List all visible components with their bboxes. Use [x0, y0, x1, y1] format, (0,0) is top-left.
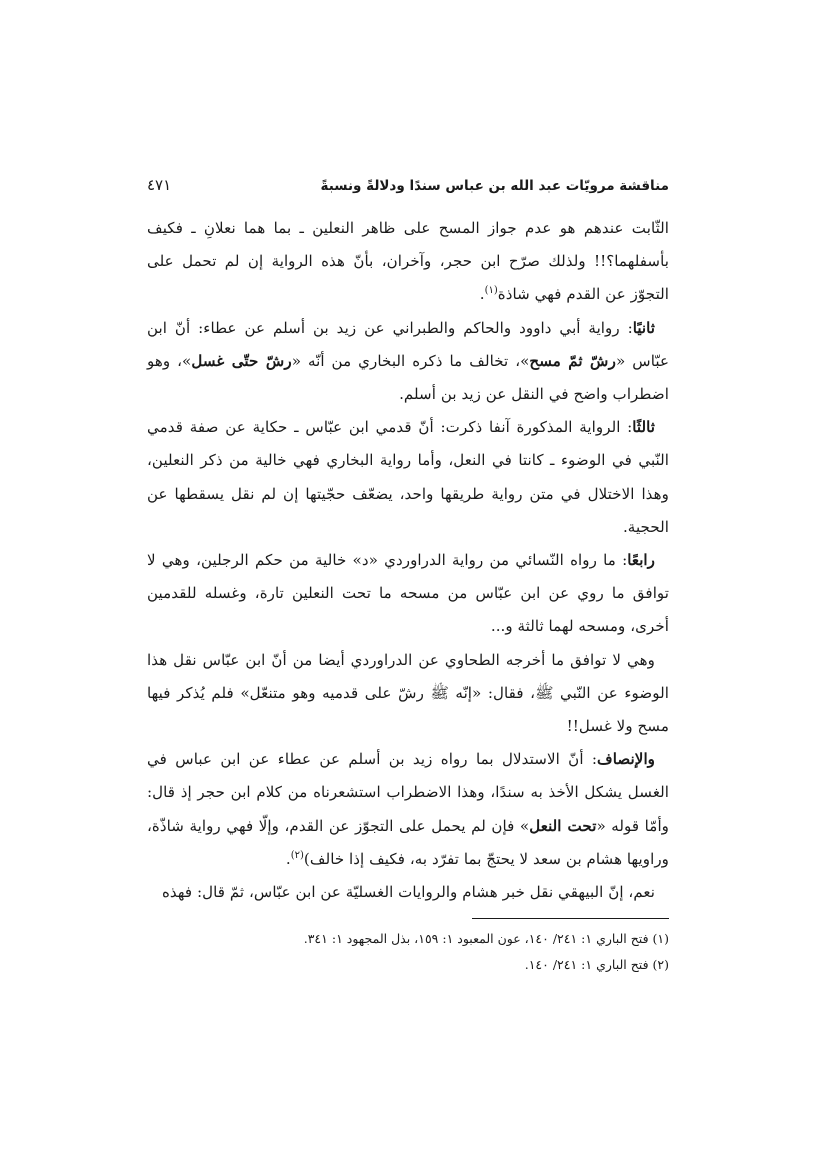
paragraph-4-text: : ما رواه النّسائي من رواية الدراوردي «د» خالية من حكم الرجلين، وهي لا توافق ما روي عن ابن عبّاس من مسحه ما تحت النعلين تارة، وغسله للقدمين أخرى، ومسحه لهما ثالثة و... [147, 551, 669, 636]
paragraph-6-lead: والإنصاف [597, 750, 655, 769]
paragraph-4-lead: رابعًا [627, 551, 655, 570]
paragraph-7 [147, 876, 669, 909]
footnote-ref-2[interactable]: (٢) [290, 849, 304, 861]
footnote-ref-1[interactable]: (١) [484, 285, 498, 297]
paragraph-6-bold: تحت النعل [529, 816, 597, 835]
paragraph-2-text-c: »، وهو اضطراب واضح في النقل عن زيد بن أسلم. [147, 351, 669, 404]
paragraph-1-text: الثّابت عندهم هو عدم جواز المسح على ظاهر النعلين ـ بما هما نعلانِ ـ فكيف بأسفلهما؟!! ولذلك صرّح ابن حجر، وآخران، بأنّ هذه الرواية إن لم تحمل على التجوّز عن القدم فهي شاذة [147, 219, 669, 304]
paragraph-1-end: . [479, 285, 485, 304]
footnote-1: (١) فتح الباري ١: ٢٤١/ ١٤٠، عون المعبود ١: ١٥٩، بذل المجهود ١: ٣٤١. [303, 931, 669, 946]
paragraph-2-text-a: : رواية أبي داوود والحاكم والطبراني عن زيد بن أسلم عن عطاء: أنّ ابن عبّاس « [147, 318, 670, 370]
paragraph-6-text-b: » فإن لم يحمل على التجوّز عن القدم، وإلّا فهي رواية شاذّة، وراويها هشام بن سعد لا يحتجّ بما تفرّد به، فكيف إذا خالف) [147, 816, 669, 868]
paragraph-3-lead: ثالثًا [632, 418, 655, 437]
footnote-divider [472, 918, 669, 919]
paragraph-6-text-a: : أنّ الاستدلال بما رواه زيد بن أسلم عن عطاء عن ابن عباس في الغسل يشكل الأخذ به سندًا، وهذا الاضطراب استشعرناه من كلام ابن حجر إذ قال: وأمّا قوله « [147, 750, 669, 835]
paragraph-6-end: . [285, 849, 291, 868]
paragraph-2-bold-1: رشّ ثمّ مسح [529, 351, 616, 370]
paragraph-2-bold-2: رشّ حتّى غسل [191, 351, 292, 370]
main-text [147, 212, 669, 909]
footnote-2: (٢) فتح الباري ١: ٢٤١/ ١٤٠. [524, 957, 669, 972]
paragraph-2-lead: ثانيًا [632, 318, 655, 337]
paragraph-5-text: وهي لا توافق ما أخرجه الطحاوي عن الدراوردي أيضا من أنّ ابن عبّاس نقل هذا الوضوء عن النّبي ﷺ، فقال: «إنّه ﷺ رشّ على قدميه وهو متنعّل» فلم يُذكر فيها مسح ولا غسل!! [147, 650, 669, 736]
paragraph-7-text: نعم، إنّ البيهقي نقل خبر هشام والروايات الغسليّة عن ابن عبّاس، ثمّ قال: فهذه [161, 883, 655, 902]
footnotes [147, 926, 669, 978]
paragraph-3-text: : الرواية المذكورة آنفا ذكرت: أنّ قدمي ابن عبّاس ـ حكاية عن صفة قدمي النّبي في الوضوء ـ كانتا في النعل، وأما رواية البخاري فهي خالية من ذكر النعلين، وهذا الاختلال في متن رواية طريقها واحد، يضعّف حجّيتها إن لم نقل يسقطها عن الحجية. [147, 418, 669, 536]
running-header [147, 176, 669, 200]
header-title: مناقشة مرويّات عبد الله بن عباس سندًا ودلالةً ونسبةً [320, 178, 669, 194]
paragraph-6 [147, 743, 669, 876]
paragraph-2 [147, 312, 669, 412]
page-number: ٤٧١ [147, 176, 172, 194]
paragraph-4 [147, 544, 669, 644]
paragraph-2-text-b: »، تخالف ما ذكره البخاري من أنّه « [291, 351, 530, 370]
paragraph-3 [147, 411, 669, 544]
paragraph-1 [147, 212, 669, 312]
paragraph-5 [147, 644, 669, 744]
